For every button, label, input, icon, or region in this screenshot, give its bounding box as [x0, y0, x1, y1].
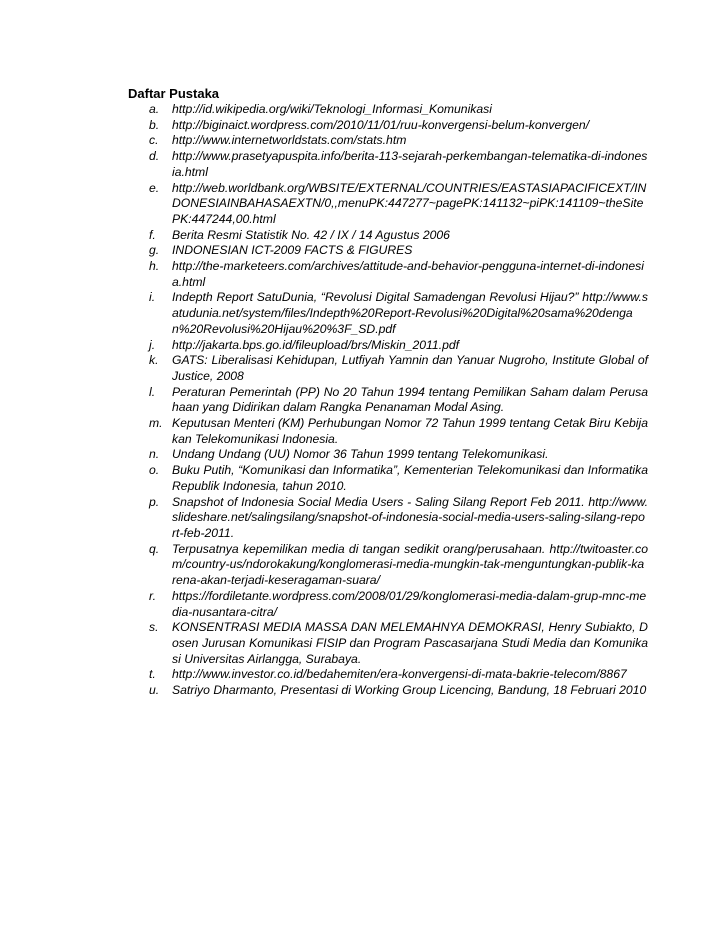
reference-marker: s.	[149, 620, 159, 635]
reference-item	[128, 338, 648, 354]
reference-text: Peraturan Pemerintah (PP) No 20 Tahun 1994 tentang Pemilikan Saham dalam Perusahaan yang Didirikan dalam Rangka Penanaman Modal Asing.	[172, 384, 648, 415]
reference-marker: f.	[149, 227, 156, 242]
reference-text: http://id.wikipedia.org/wiki/Teknologi_Informasi_Komunikasi	[172, 102, 492, 116]
reference-text: Berita Resmi Statistik No. 42 / IX / 14 Agustus 2006	[172, 227, 450, 242]
reference-item	[128, 667, 648, 683]
reference-marker: i.	[149, 290, 156, 305]
reference-item	[128, 542, 648, 589]
reference-item	[128, 228, 648, 244]
reference-text: https://fordiletante.wordpress.com/2008/01/29/konglomerasi-media-dalam-grup-mnc-media-nusantara-citra/	[172, 588, 647, 619]
reference-text: Satriyo Dharmanto, Presentasi di Working Group Licencing, Bandung, 18 Februari 2010	[172, 683, 647, 698]
reference-item	[128, 589, 648, 620]
reference-marker: g.	[149, 243, 160, 258]
reference-text: Buku Putih, “Komunikasi dan Informatika”, Kementerian Telekomunikasi dan Informatika Republik Indonesia, tahun 2010.	[172, 463, 648, 493]
reference-item	[128, 683, 648, 699]
reference-text: Indepth Report SatuDunia, “Revolusi Digital Samadengan Revolusi Hijau?” http://www.satudunia.net/system/files/Indepth%20Report-Revolusi%20Digital%20sama%20dengan%20Revolusi%20Hijau%20%3F_SD.pdf	[172, 290, 648, 336]
reference-item	[128, 416, 648, 447]
reference-text: http://the-marketeers.com/archives/attitude-and-behavior-pengguna-internet-di-indonesia.html	[172, 259, 644, 289]
reference-list	[128, 102, 648, 699]
reference-marker: h.	[149, 259, 160, 274]
reference-marker: j.	[149, 337, 156, 352]
reference-item	[128, 353, 648, 384]
reference-text: KONSENTRASI MEDIA MASSA DAN MELEMAHNYA DEMOKRASI, Henry Subiakto, Dosen Jurusan Komunikasi FISIP dan Program Pascasarjana Studi Media dan Komunikasi Universitas Airlangga, Surabaya.	[172, 620, 648, 666]
reference-item	[128, 447, 648, 463]
reference-marker: t.	[149, 667, 156, 682]
reference-text: http://www.prasetyapuspita.info/berita-113-sejarah-perkembangan-telematika-di-indonesia.html	[172, 149, 648, 179]
reference-marker: u.	[149, 683, 160, 698]
reference-item	[128, 385, 648, 416]
reference-marker: d.	[149, 149, 160, 164]
reference-text: http://web.worldbank.org/WBSITE/EXTERNAL/COUNTRIES/EASTASIAPACIFICEXT/INDONESIAINBAHASAEXTN/0,,menuPK:447277~pagePK:141132~piPK:141109~theSitePK:447244,00.html	[172, 180, 647, 226]
reference-item	[128, 495, 648, 542]
reference-item	[128, 243, 648, 259]
reference-text: Undang Undang (UU) Nomor 36 Tahun 1999 tentang Telekomunikasi.	[172, 447, 549, 462]
reference-marker: l.	[149, 384, 156, 399]
reference-marker: e.	[149, 180, 160, 195]
reference-text: GATS: Liberalisasi Kehidupan, Lutfiyah Yamnin dan Yanuar Nugroho, Institute Global of Justice, 2008	[172, 353, 648, 383]
bibliography-heading: Daftar Pustaka	[128, 86, 220, 101]
reference-item	[128, 181, 648, 228]
reference-text: http://www.internetworldstats.com/stats.htm	[172, 133, 407, 148]
reference-item	[128, 149, 648, 180]
reference-item	[128, 290, 648, 337]
reference-marker: o.	[149, 463, 160, 478]
reference-text: INDONESIAN ICT-2009 FACTS & FIGURES	[172, 243, 413, 258]
reference-marker: p.	[149, 494, 160, 509]
reference-marker: k.	[149, 353, 159, 368]
reference-text: Terpusatnya kepemilikan media di tangan sedikit orang/perusahaan. http://twitoaster.com/country-us/ndorokakung/konglomerasi-media-mungkin-tak-menguntungkan-publik-karena-akan-terjadi-keseragaman-suara/	[172, 541, 648, 588]
reference-text: http://www.investor.co.id/bedahemiten/era-konvergensi-di-mata-bakrie-telecom/8867	[172, 667, 627, 682]
reference-marker: r.	[149, 588, 156, 603]
reference-item	[128, 102, 648, 118]
reference-text: http://jakarta.bps.go.id/fileupload/brs/Miskin_2011.pdf	[172, 337, 460, 352]
reference-text: Keputusan Menteri (KM) Perhubungan Nomor 72 Tahun 1999 tentang Cetak Biru Kebijakan Telekomunikasi Indonesia.	[172, 416, 648, 446]
reference-item	[128, 259, 648, 290]
reference-item	[128, 133, 648, 149]
reference-item	[128, 620, 648, 667]
reference-marker: c.	[149, 133, 159, 148]
reference-item	[128, 463, 648, 494]
reference-item	[128, 118, 648, 134]
reference-text: Snapshot of Indonesia Social Media Users - Saling Silang Report Feb 2011. http://www.slideshare.net/salingsilang/snapshot-of-indonesia-social-media-users-saling-silang-report-feb-2011.	[172, 494, 648, 540]
reference-marker: n.	[149, 447, 160, 462]
reference-text: http://biginaict.wordpress.com/2010/11/01/ruu-konvergensi-belum-konvergen/	[172, 117, 590, 132]
reference-marker: m.	[149, 416, 163, 431]
reference-marker: q.	[149, 541, 160, 556]
reference-marker: a.	[149, 102, 160, 116]
reference-marker: b.	[149, 117, 160, 132]
